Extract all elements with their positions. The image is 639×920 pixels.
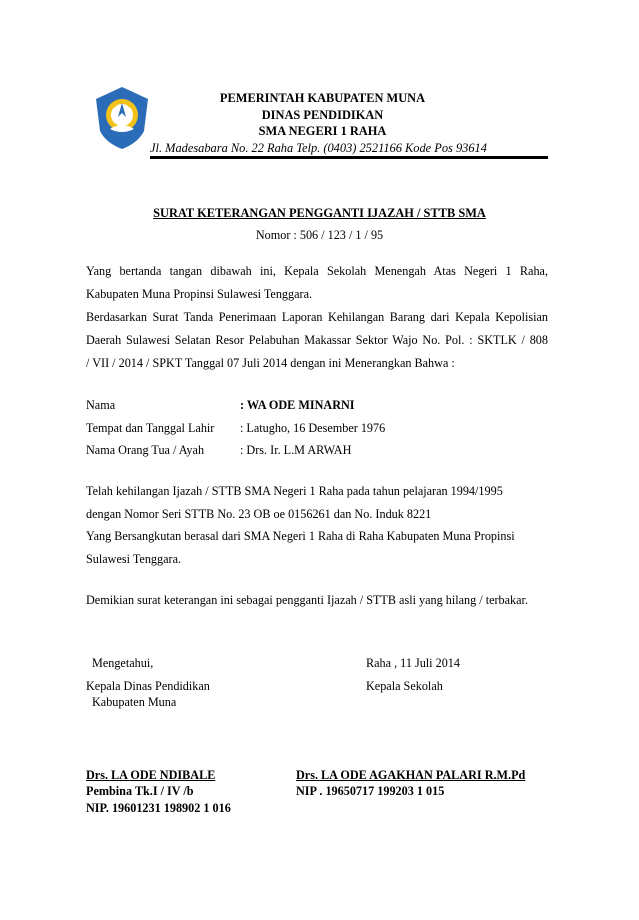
intro-line-5: / VII / 2014 / SPKT Tanggal 07 Juli 2014 dengan ini Menerangkan Bahwa :: [86, 356, 455, 370]
intro-line-2: Kabupaten Muna Propinsi Sulawesi Tenggara.: [86, 287, 313, 301]
body-line-1: Telah kehilangan Ijazah / STTB SMA Negeri 1 Raha pada tahun pelajaran 1994/1995: [86, 484, 503, 498]
header-government: PEMERINTAH KABUPATEN MUNA: [219, 91, 426, 105]
right-signer-nip: NIP . 19650717 199203 1 015: [296, 784, 445, 798]
left-signer-nip: NIP. 19601231 198902 1 016: [86, 801, 231, 815]
intro-line-1: Yang bertanda tangan dibawah ini, Kepala Sekolah Menengah Atas Negeri 1 Raha,: [86, 264, 548, 278]
header-school: SMA NEGERI 1 RAHA: [258, 124, 387, 138]
intro-line-3: Berdasarkan Surat Tanda Penerimaan Laporan Kehilangan Barang dari Kepala Kepolisian: [86, 310, 548, 324]
right-signer-name: Drs. LA ODE AGAKHAN PALARI R.M.Pd: [296, 768, 526, 782]
body-line-2: dengan Nomor Seri STTB No. 23 OB oe 0156261 dan No. Induk 8221: [86, 507, 432, 521]
right-place-date: Raha , 11 Juli 2014: [366, 656, 460, 670]
header-address: Jl. Madesabara No. 22 Raha Telp. (0403) 2521166 Kode Pos 93614: [150, 141, 487, 155]
intro-line-4: Daerah Sulawesi Selatan Resor Pelabuhan Makassar Sektor Wajo No. Pol. : SKTLK / 808: [86, 333, 548, 347]
header-department: DINAS PENDIDIKAN: [261, 108, 384, 122]
letter-title: SURAT KETERANGAN PENGGANTI IJAZAH / STTB SMA: [153, 206, 486, 220]
letter-number: Nomor : 506 / 123 / 1 / 95: [255, 228, 384, 242]
body-line-4: Sulawesi Tenggara.: [86, 552, 182, 566]
field-birth-value: : Latugho, 16 Desember 1976: [240, 421, 386, 435]
right-position: Kepala Sekolah: [366, 679, 443, 693]
body-line-3: Yang Bersangkutan berasal dari SMA Negeri 1 Raha di Raha Kabupaten Muna Propinsi: [86, 529, 515, 543]
field-parent-label: Nama Orang Tua / Ayah: [86, 443, 205, 457]
left-position-2: Kabupaten Muna: [92, 695, 177, 709]
left-signer-name: Drs. LA ODE NDIBALE: [86, 768, 216, 782]
field-name-label: Nama: [86, 398, 116, 412]
field-parent-value: : Drs. Ir. L.M ARWAH: [240, 443, 352, 457]
closing-statement: Demikian surat keterangan ini sebagai pengganti Ijazah / STTB asli yang hilang / terbakar.: [86, 593, 528, 607]
left-acknowledge: Mengetahui,: [92, 656, 154, 670]
left-position-1: Kepala Dinas Pendidikan: [86, 679, 210, 693]
logo-emblem-icon: [92, 85, 152, 151]
left-signer-rank: Pembina Tk.I / IV /b: [86, 784, 194, 798]
header-divider: [150, 156, 548, 159]
tut-wuri-handayani-logo: [92, 85, 152, 151]
field-birth-label: Tempat dan Tanggal Lahir: [86, 421, 215, 435]
field-name-value: : WA ODE MINARNI: [240, 398, 355, 412]
